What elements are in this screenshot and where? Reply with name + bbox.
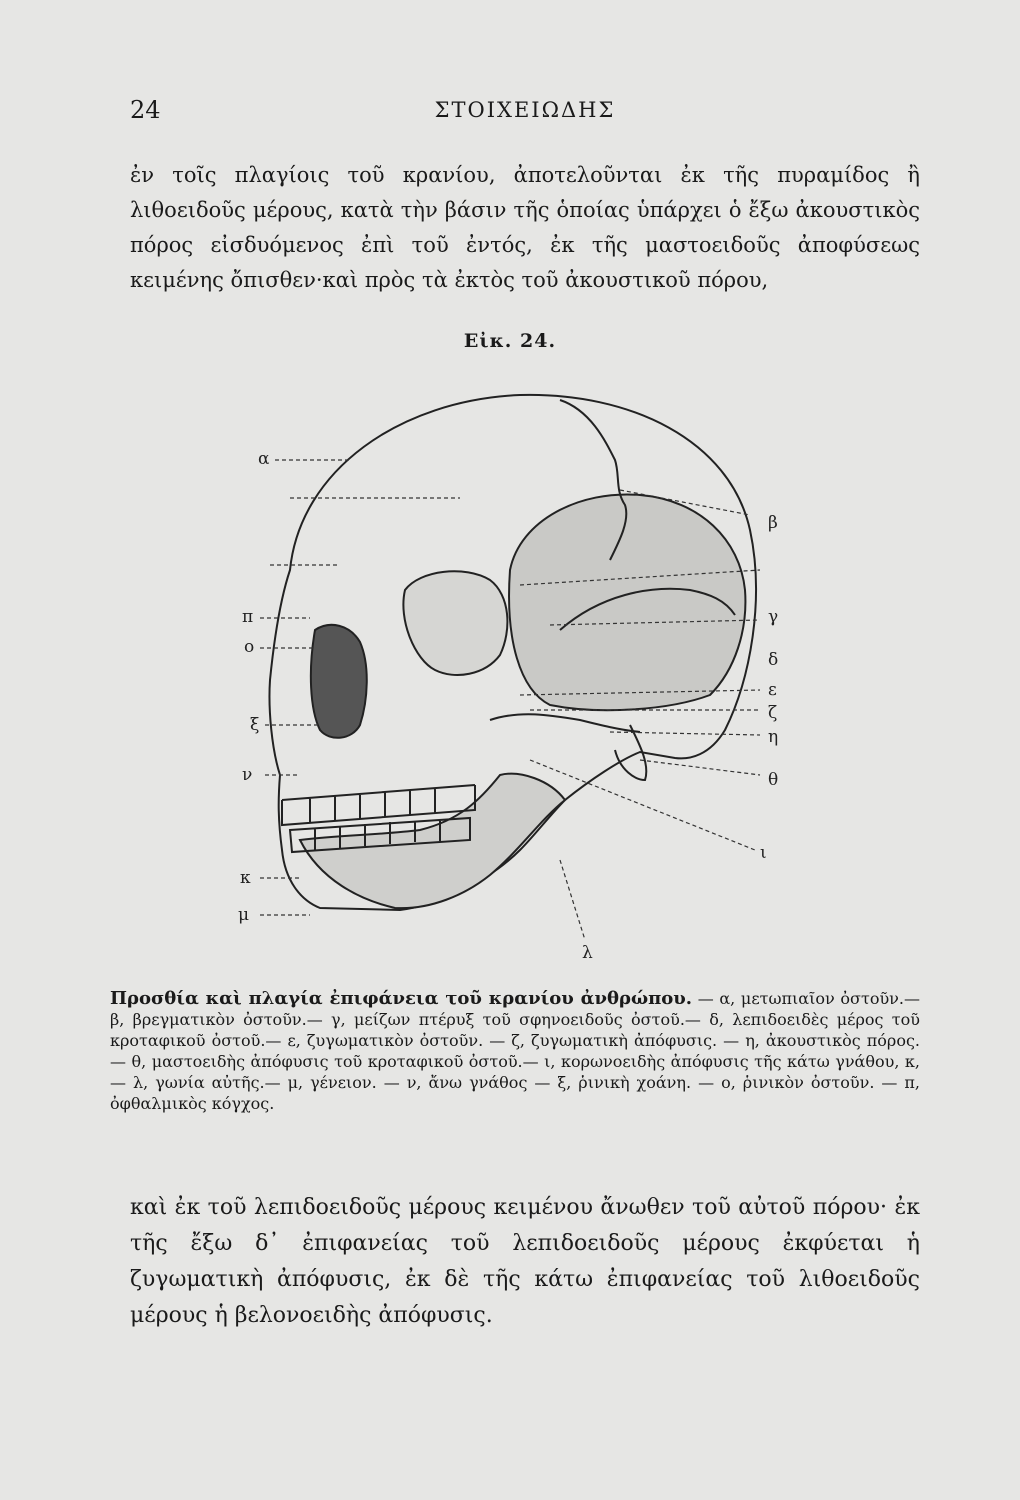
figure-caption [110, 988, 920, 1114]
orbit [403, 571, 507, 675]
label-epsilon: ε [768, 680, 777, 700]
figure-title: Εἰκ. 24. [463, 330, 557, 352]
label-kappa: κ [240, 868, 251, 888]
label-pi: π [242, 607, 254, 627]
label-beta: β [768, 513, 778, 533]
caption-lead: Προσθία καὶ πλαγία ἐπιφάνεια τοῦ κρανίου ἀνθρώπου. [110, 988, 693, 1009]
label-gamma: γ [768, 607, 779, 627]
skull-figure [220, 380, 820, 980]
page-number: 24 [130, 96, 161, 124]
label-nu: ν [242, 765, 253, 785]
label-iota: ι [760, 843, 767, 863]
top-paragraph [130, 158, 920, 298]
label-delta: δ [768, 650, 779, 670]
bottom-paragraph [130, 1190, 920, 1334]
skull-drawing [269, 395, 755, 910]
label-lambda: λ [582, 943, 593, 963]
caption-text: — α, μετωπιαῖον ὀστοῦν.— β, βρεγματικὸν ὀστοῦν.— γ, μείζων πτέρυξ τοῦ σφηνοειδοῦς ὀστοῦ.— δ, λεπιδοειδὲς μέρος τοῦ κροταφικοῦ ὀστοῦ.— ε, ζυγωματικὸν ὀστοῦν. — ζ, ζυγωματικὴ ἀπόφυσις. — η, ἀκουστικὸς πόρος. — θ, μαστοειδὴς ἀπόφυσις τοῦ κροταφικοῦ ὀστοῦ.— ι, κορωνοειδὴς ἀπόφυσις τῆς κάτω γνάθου, κ, — λ, γωνία αὐτῆς.— μ, γένειον. — ν, ἄνω γνάθος — ξ, ῥινικὴ χοάνη. — ο, ῥινικὸν ὀστοῦν. — π, ὀφθαλμικὸς κόγχος. [110, 989, 920, 1113]
label-zeta: ζ [768, 703, 778, 723]
label-mu: μ [238, 905, 250, 925]
label-omicron: ο [244, 637, 255, 657]
label-theta: θ [768, 770, 779, 790]
temporal-region [509, 494, 745, 710]
mastoid-process [615, 725, 646, 780]
label-alpha: α [258, 449, 270, 469]
label-eta: η [768, 727, 779, 747]
skull-illustration [220, 380, 820, 980]
nasal-cavity [311, 625, 367, 738]
label-xi: ξ [250, 715, 260, 735]
running-title: ΣΤΟΙΧΕΙΩΔΗΣ [434, 98, 616, 122]
zygomatic-arch [490, 714, 640, 732]
top-paragraph-text: ἐν τοῖς πλαγίοις τοῦ κρανίου, ἀποτελοῦνται ἐκ τῆς πυραμίδος ἢ λιθοειδοῦς μέρους, κατὰ τὴν βάσιν τῆς ὁποίας ὑπάρχει ὁ ἔξω ἀκουστικὸς πόρος εἰσδυόμενος ἐπὶ τοῦ ἐντός, ἐκ τῆς μαστοειδοῦς ἀποφύσεως κειμένης ὄπισθεν·καὶ πρὸς τὰ ἐκτὸς τοῦ ἀκουστικοῦ πόρου, [130, 163, 920, 292]
bottom-paragraph-text: καὶ ἐκ τοῦ λεπιδοειδοῦς μέρους κειμένου ἄνωθεν τοῦ αὐτοῦ πόρου· ἐκ τῆς ἔξω δ᾽ ἐπιφανείας τοῦ λεπιδοειδοῦς μέρους ἐκφύεται ἡ ζυγωματικὴ ἀπόφυσις, ἐκ δὲ τῆς κάτω ἐπιφανείας τοῦ λιθοειδοῦς μέρους ἡ βελονοειδὴς ἀπόφυσις. [130, 1195, 920, 1328]
page-header [130, 96, 920, 128]
